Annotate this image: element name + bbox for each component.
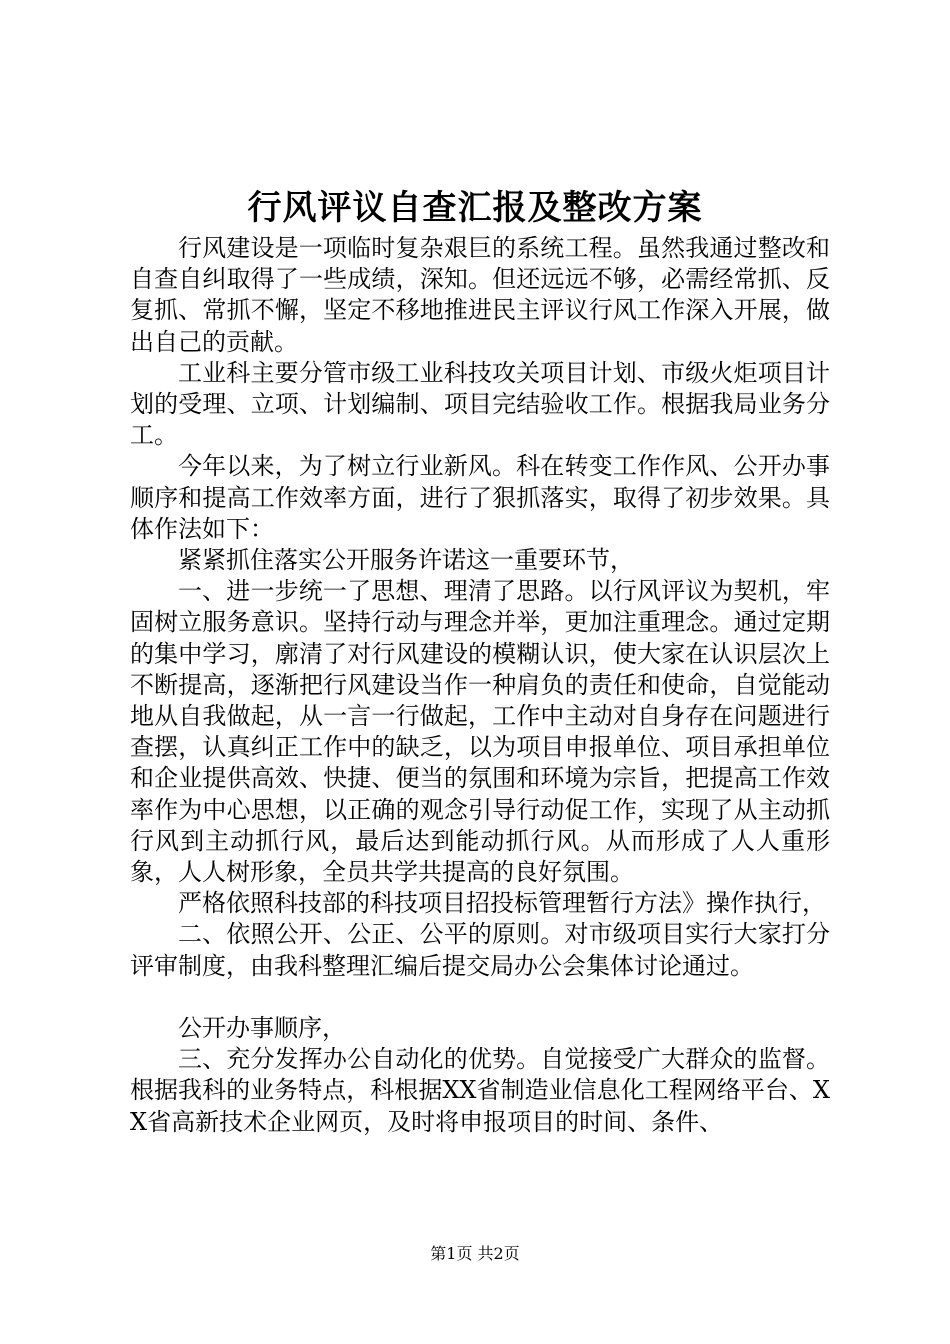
paragraph-7: 二、依照公开、公正、公平的原则。对市级项目实行大家打分评审制度，由我科整理汇编后提交局办公会集体讨论通过。 [130,920,830,980]
page-footer: 第1页 共2页 [430,1244,520,1263]
paragraph-5: 一、进一步统一了思想、理清了思路。以行风评议为契机，牢固树立服务意识。坚持行动与理念并举，更加注重理念。通过定期的集中学习，廓清了对行风建设的模糊认识，使大家在认识层次上不断提高，逐渐把行风建设当作一种肩负的责任和使命，自觉能动地从自我做起，从一言一行做起，工作中主动对自身存在问题进行查摆，认真纠正工作中的缺乏，以为项目申报单位、项目承担单位和企业提供高效、快捷、便当的氛围和环境为宗旨，把提高工作效率作为中心思想，以正确的观念引导行动促工作，实现了从主动抓行风到主动抓行风，最后达到能动抓行风。从而形成了人人重形象，人人树形象，全员共学共提高的良好氛围。 [130,577,830,887]
paragraph-2: 工业科主要分管市级工业科技攻关项目计划、市级火炬项目计划的受理、立项、计划编制、项目完结验收工作。根据我局业务分工。 [130,358,830,450]
paragraph-8: 公开办事顺序， [178,1014,346,1043]
paragraph-3: 今年以来，为了树立行业新风。科在转变工作作风、公开办事顺序和提高工作效率方面，进行了狠抓落实，取得了初步效果。具体作法如下： [130,452,830,543]
blank-line [130,982,830,1013]
paragraph-9: 三、充分发挥办公自动化的优势。自觉接受广大群众的监督。根据我科的业务特点，科根据XX省制造业信息化工程网络平台、XX省高新技术企业网页，及时将申报项目的时间、条件、 [130,1045,830,1136]
paragraph-6: 严格依照科技部的科技项目招投标管理暂行方法》操作执行， [178,889,826,918]
document-title: 行风评议自查汇报及整改方案 [247,188,703,228]
paragraph-4: 紧紧抓住落实公开服务许诺这一重要环节， [178,546,634,575]
paragraph-1: 行风建设是一项临时复杂艰巨的系统工程。虽然我通过整改和自查自纠取得了一些成绩，深知。但还远远不够，必需经常抓、反复抓、常抓不懈，坚定不移地推进民主评议行风工作深入开展，做出自己的贡献。 [130,234,830,356]
document-body [130,233,830,1138]
